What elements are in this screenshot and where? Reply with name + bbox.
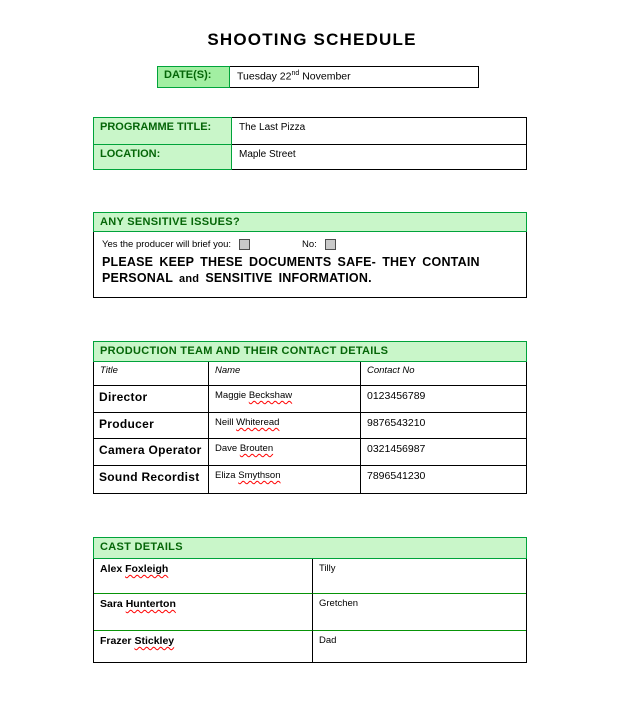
last-name: Beckshaw [248, 390, 293, 401]
first-name: Alex [100, 563, 123, 575]
first-name: Maggie [215, 390, 247, 401]
cast-details-table [93, 559, 527, 663]
sensitive-issues-body [93, 232, 527, 298]
table-row-person-name [208, 465, 360, 493]
production-team-header: PRODUCTION TEAM AND THEIR CONTACT DETAILS [93, 341, 527, 362]
safety-notice-line1: PLEASE KEEP THESE DOCUMENTS SAFE- THEY CONTAIN [102, 255, 480, 269]
production-team-table [93, 362, 527, 494]
table-row-job-title: Camera Operator [94, 438, 208, 465]
sensitive-issues-header: ANY SENSITIVE ISSUES? [93, 212, 527, 232]
table-row-actor [94, 593, 312, 630]
date-value [230, 66, 479, 88]
location-label: LOCATION: [93, 144, 232, 170]
date-ordinal: nd [291, 70, 300, 77]
cast-details-section [93, 537, 527, 663]
table-row-actor [94, 630, 312, 662]
programme-table [93, 117, 527, 170]
no-checkbox[interactable] [325, 239, 336, 250]
yes-checkbox[interactable] [239, 239, 250, 250]
production-team-section [93, 341, 527, 494]
table-row-job-title: Director [94, 385, 208, 412]
brief-check-row [102, 239, 518, 250]
programme-title-label: PROGRAMME TITLE: [93, 117, 232, 144]
column-header-title: Title [100, 365, 118, 376]
date-value-rest: November [299, 70, 351, 83]
table-row-actor [94, 559, 312, 593]
date-label: DATE(S): [157, 66, 230, 88]
sensitive-issues-section [93, 212, 527, 298]
cast-details-header: CAST DETAILS [93, 537, 527, 559]
page-title: SHOOTING SCHEDULE [207, 30, 417, 49]
table-row-job-title: Producer [94, 412, 208, 438]
table-row-character: Tilly [312, 559, 526, 593]
column-header-contact: Contact No [360, 362, 526, 385]
table-row-contact: 0321456987 [360, 438, 526, 465]
first-name: Frazer [100, 635, 132, 647]
table-row-character: Dad [312, 630, 526, 662]
safety-notice-sensitive: SENSITIVE INFORMATION. [205, 271, 372, 285]
first-name: Eliza [215, 470, 236, 481]
table-row-contact: 0123456789 [360, 385, 526, 412]
last-name: Stickley [134, 635, 175, 647]
last-name: Smythson [238, 470, 281, 481]
last-name: Brouten [239, 443, 274, 454]
first-name: Dave [215, 443, 238, 454]
safety-notice-and: and [179, 273, 200, 285]
table-row-person-name [208, 412, 360, 438]
location-value: Maple Street [232, 144, 527, 170]
column-header-name: Name [208, 362, 360, 385]
first-name: Neill [215, 417, 234, 428]
yes-label: Yes the producer will brief you: [102, 239, 232, 250]
last-name: Whiteread [236, 417, 280, 428]
safety-notice [102, 254, 518, 287]
no-label: No: [302, 239, 317, 250]
table-row-job-title: Sound Recordist [94, 465, 208, 493]
programme-title-value: The Last Pizza [232, 117, 527, 144]
safety-notice-personal: PERSONAL [102, 271, 173, 285]
first-name: Sara [100, 598, 123, 610]
last-name: Foxleigh [125, 563, 169, 575]
table-row-contact: 7896541230 [360, 465, 526, 493]
table-row-person-name [208, 438, 360, 465]
table-row-contact: 9876543210 [360, 412, 526, 438]
date-table [157, 66, 479, 88]
table-row-character: Gretchen [312, 593, 526, 630]
date-value-main: Tuesday 22 [237, 70, 292, 83]
table-row-person-name [208, 385, 360, 412]
last-name: Hunterton [125, 598, 176, 610]
